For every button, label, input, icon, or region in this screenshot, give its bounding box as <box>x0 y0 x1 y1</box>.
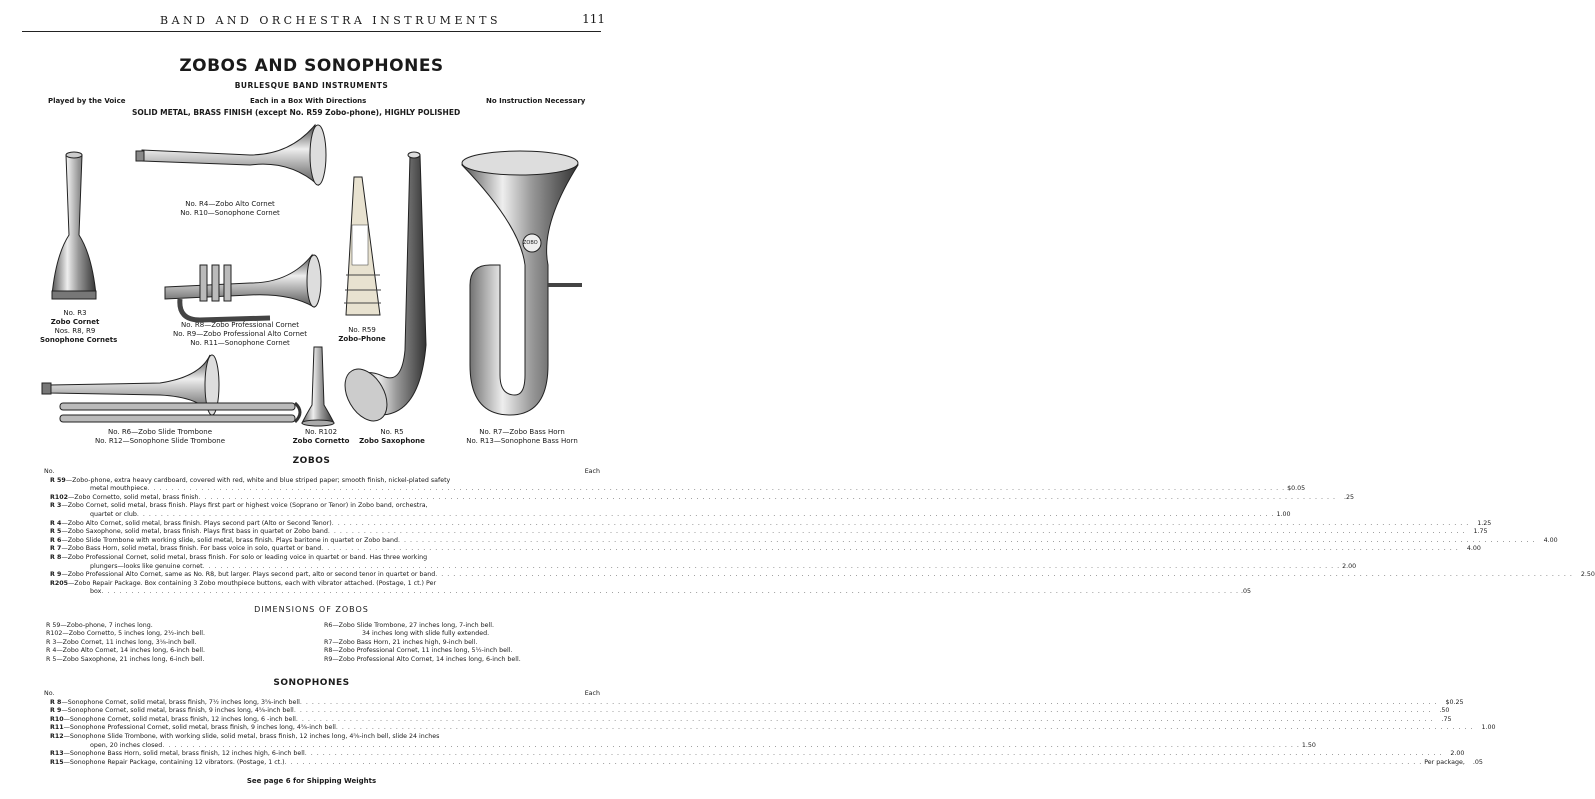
info-center: Each in a Box With Directions <box>250 97 367 105</box>
dimensions-left <box>46 622 205 664</box>
zobo-slide-trombone-r6-drawing <box>42 355 300 422</box>
dim-r6-extended: 34 inches long with slide fully extended. <box>362 630 490 638</box>
table-row: R 9—Zobo Professional Alto Cornet, same as No. R8, but larger. Plays second part, alto or second tenor in quartet or band . . . 2.50 <box>50 571 600 580</box>
table-row: R 4—Zobo Alto Cornet, solid metal, brass finish. Plays second part (Alto or Second Tenor) . . . 1.25 <box>50 520 600 529</box>
dim-r4: R 4—Zobo Alto Cornet, 14 inches long, 6-inch bell. <box>46 647 205 655</box>
table-row: R12—Sonophone Slide Trombone, with working slide, solid metal, brass finish, 12 inches long, 4⅝-inch bell, slide 24 inches <box>50 732 440 740</box>
table-row: R205—Zobo Repair Package. Box containing 3 Zobo mouthpiece buttons, each with vibrator attached. (Postage, 1 ct.) Per <box>50 579 437 587</box>
dim-r102: R102—Zobo Cornetto, 5 inches long, 2½-inch bell. <box>46 630 205 638</box>
info-right: No Instruction Necessary <box>486 97 586 105</box>
dim-r59: R 59—Zobo-phone, 7 inches long. <box>46 622 153 629</box>
dimensions-heading: DIMENSIONS OF ZOBOS <box>254 605 369 614</box>
sonophones-list <box>44 690 1496 767</box>
zobos-header-row: No. Each <box>44 468 600 475</box>
caption-r8: No. R8—Zobo Professional Cornet No. R9—Zobo Professional Alto Cornet No. R11—Sonophone Cornet <box>173 321 307 347</box>
shipping-footer: See page 6 for Shipping Weights <box>246 777 377 785</box>
caption-r7: No. R7—Zobo Bass Horn No. R13—Sonophone Bass Horn <box>466 428 578 445</box>
running-header: BAND AND ORCHESTRA INSTRUMENTS <box>160 14 501 27</box>
sonophones-heading: SONOPHONES <box>273 678 350 688</box>
zobo-cornet-r3-drawing <box>52 152 96 299</box>
instruments-illustration <box>0 115 623 445</box>
zobo-alto-cornet-r4-drawing <box>136 125 326 185</box>
table-row: R 9—Sonophone Cornet, solid metal, brass finish, 9 inches long, 4⅝-inch bell . . . .50 <box>50 707 600 716</box>
table-row: R15—Sonophone Repair Package, containing 12 vibrators. (Postage, 1 ct.) . . . Per package, .05 <box>50 759 600 768</box>
table-row: R11—Sonophone Professional Cornet, solid metal, brass finish, 9 inches long, 4⅝-inch bell . . . 1.00 <box>50 724 600 733</box>
dim-r3: R 3—Zobo Cornet, 11 inches long, 3⅛-inch bell. <box>46 638 197 646</box>
zobo-cornetto-r102-drawing <box>302 347 334 426</box>
table-row: R 6—Zobo Slide Trombone with working slide, solid metal, brass finish. Plays baritone in quartet or Zobo band . . . 4.00 <box>50 537 600 546</box>
header-rule <box>22 31 601 32</box>
caption-r59: No. R59 Zobo-Phone <box>338 326 386 343</box>
zobos-heading: ZOBOS <box>292 456 331 466</box>
bass-horn-label: ZOBO <box>523 240 538 246</box>
caption-r6: No. R6—Zobo Slide Trombone No. R12—Sonophone Slide Trombone <box>94 428 226 445</box>
zobo-bass-horn-r7-drawing <box>462 151 582 415</box>
table-row: R 7—Zobo Bass Horn, solid metal, brass finish. For bass voice in solo, quartet or band . . . 4.00 <box>50 545 600 554</box>
sonophones-header-row: No. Each <box>44 690 600 697</box>
caption-r3: No. R3 Zobo Cornet Nos. R8, R9 Sonophone Cornets <box>40 309 118 344</box>
page-number: 111 <box>582 12 605 26</box>
table-row-continued: quartet or club . . . 1.00 <box>50 511 600 520</box>
table-row: R 8—Zobo Professional Cornet, solid metal, brass finish. For solo or leading voice in quartet or band. Has three working <box>50 553 428 561</box>
table-row-continued: box . . . .05 <box>50 588 600 597</box>
caption-r102: No. R102 Zobo Cornetto <box>292 428 350 445</box>
table-row: R 8—Sonophone Cornet, solid metal, brass finish, 7½ inches long, 3⅝-inch bell . . . $0.25 <box>50 699 600 708</box>
zobo-phone-r59-drawing <box>344 177 381 315</box>
table-row-continued: open, 20 inches closed . . . 1.50 <box>50 742 600 751</box>
table-row: R 59—Zobo-phone, extra heavy cardboard, covered with red, white and blue striped paper; smooth finish, nickel-plated safety <box>50 476 451 484</box>
finish-note: SOLID METAL, BRASS FINISH (except No. R59 Zobo-phone), HIGHLY POLISHED <box>132 108 461 117</box>
dimensions-right <box>324 622 521 664</box>
table-row-continued: plungers—looks like genuine cornet . . . 2.00 <box>50 563 600 572</box>
caption-r4: No. R4—Zobo Alto Cornet No. R10—Sonophone Cornet <box>180 200 280 217</box>
dim-r6: R6—Zobo Slide Trombone, 27 inches long, 7-inch bell. <box>324 622 494 629</box>
info-left: Played by the Voice <box>48 97 126 105</box>
table-row: R13—Sonophone Bass Horn, solid metal, brass finish, 12 inches high, 6-inch bell . . . 2.00 <box>50 750 600 759</box>
caption-r5: No. R5 Zobo Saxophone <box>359 428 425 445</box>
zobos-list <box>44 468 1595 597</box>
table-row: R 5—Zobo Saxophone, solid metal, brass finish. Plays first bass in quartet or Zobo band . . . 1.75 <box>50 528 600 537</box>
table-row: R10—Sonophone Cornet, solid metal, brass finish, 12 inches long, 6 -inch bell . . . .75 <box>50 716 600 725</box>
dim-r9: R9—Zobo Professional Alto Cornet, 14 inches long, 6-inch bell. <box>324 655 521 663</box>
zobo-professional-cornet-r8-drawing <box>165 255 321 320</box>
page-title: ZOBOS AND SONOPHONES <box>179 56 444 76</box>
table-row: R102—Zobo Cornetto, solid metal, brass finish . . . .25 <box>50 494 600 503</box>
table-row: R 3—Zobo Cornet, solid metal, brass finish. Plays first part or highest voice (Soprano or Tenor) in Zobo band, orchestra, <box>50 502 428 510</box>
page-subtitle: BURLESQUE BAND INSTRUMENTS <box>234 81 389 90</box>
dim-r5: R 5—Zobo Saxophone, 21 inches long, 6-inch bell. <box>46 655 205 663</box>
table-row-continued: metal mouthpiece . . . $0.05 <box>50 485 600 494</box>
dim-r7: R7—Zobo Bass Horn, 21 inches high, 9-inch bell. <box>324 638 478 646</box>
dim-r8: R8—Zobo Professional Cornet, 11 inches long, 5½-inch bell. <box>324 647 513 655</box>
